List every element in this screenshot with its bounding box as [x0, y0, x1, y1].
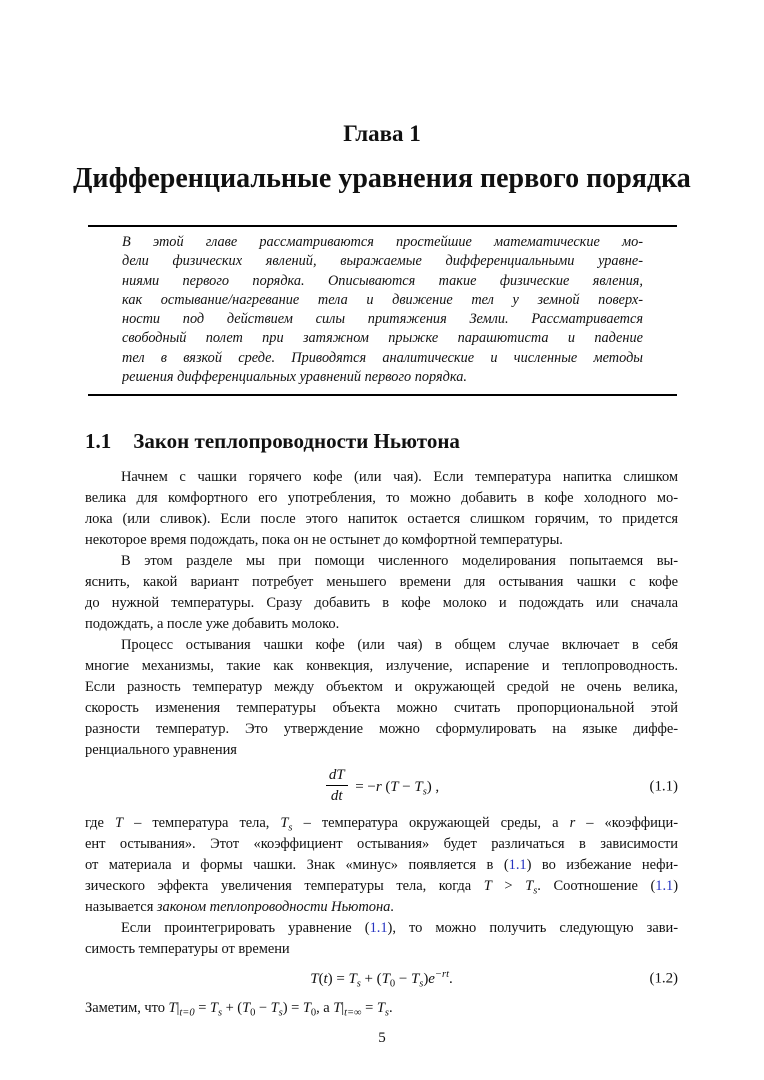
chapter-label: Глава 1	[343, 121, 421, 146]
equation-ref[interactable]: 1.1	[369, 920, 388, 936]
text-line: велика для комфортного его употребления, то можно добавить в кофе холодного мо-	[85, 490, 678, 506]
text-line: Если разность температур между объектом и окружающей средой не очень велика,	[85, 679, 678, 695]
page-number: 5	[378, 1030, 386, 1046]
equation	[85, 962, 678, 996]
section-number: 1.1	[85, 429, 112, 453]
equation-body: $\frac{dT}{dt}$ = −r $(T - T_s)$ ,	[324, 765, 439, 810]
paragraph	[85, 635, 678, 761]
text-line: где T – температура тела, $T_s$ – температура окружающей среды, а r – «коэффици-	[85, 815, 678, 834]
text-line: ент остывания». Этот «коэффициент остывания» будет различаться в зависимости	[85, 836, 678, 852]
text-line: лока (или сливок). Если после этого напиток остается слишком горячим, то придется	[85, 511, 678, 527]
abstract-line: ниями первого порядка. Описываются такие физические явления,	[122, 272, 643, 289]
equation-number: (1.1)	[649, 778, 678, 795]
abstract-line: В этой главе рассматриваются простейшие математические мо-	[122, 234, 643, 250]
paragraph	[85, 551, 678, 635]
text-line: Если проинтегрировать уравнение (1.1), то можно получить следующую зави-	[121, 920, 678, 936]
paragraph	[85, 998, 678, 1019]
text-line: ренциального уравнения	[85, 742, 237, 758]
text-line: Процесс остывания чашки кофе (или чая) в общем случае включает в себя	[121, 637, 678, 653]
abstract-line: как остывание/нагревание тела и движение тел у земной поверх-	[122, 291, 643, 308]
text-line: яснить, какой вариант потребует меньшего времени для остывания чашки с кофе	[85, 574, 678, 590]
chapter-title: Дифференциальные уравнения первого порядка	[73, 163, 691, 194]
equation	[85, 763, 678, 811]
abstract-text	[122, 233, 643, 387]
text-line: Начнем с чашки горячего кофе (или чая). Если температура напитка слишком	[121, 469, 678, 485]
text-line: симость температуры от времени	[85, 941, 290, 957]
abstract-line: ности под действием силы притяжения Земли. Рассматривается	[122, 311, 643, 328]
abstract-line: дели физических явлений, выражаемые дифференциальными уравне-	[122, 253, 643, 270]
text-line: зического эффекта увеличения температуры тела, когда $T > T_s$. Соотношение (1.1)	[85, 878, 678, 897]
paragraph	[85, 467, 678, 551]
section-heading	[85, 429, 678, 454]
section-title: Закон теплопроводности Ньютона	[133, 429, 460, 453]
text-line: разности температур. Это утверждение можно сформулировать на языке диффе-	[85, 721, 678, 737]
text-line: Заметим, что $T|_{t=0} = T_s + (T_0 - T_s) = T_0$, а $T|_{t=\infty} = T_s$.	[85, 1000, 393, 1019]
text-line: называется законом теплопроводности Ньютона.	[85, 899, 394, 915]
paragraph	[85, 813, 678, 918]
paragraph	[85, 918, 678, 960]
text-line: подождать, а после уже добавить молоко.	[85, 616, 340, 632]
abstract-line: тел в вязкой среде. Приводятся аналитические и численные методы	[122, 349, 643, 366]
text-line: В этом разделе мы при помощи численного моделирования попытаемся вы-	[121, 553, 678, 569]
text-line: до нужной температуры. Сразу добавить в кофе молоко и подождать или сначала	[85, 595, 678, 611]
text-line: многие механизмы, такие как конвекция, излучение, испарение и теплопроводность.	[85, 658, 678, 674]
text-line: некоторое время подождать, пока он не остынет до комфортной температуры.	[85, 532, 563, 548]
text-line: от материала и формы чашки. Знак «минус» появляется в (1.1) во избежание нефи-	[85, 857, 678, 873]
body-text	[85, 467, 678, 1019]
fraction: $\frac{dT}{dt}$	[326, 765, 348, 806]
equation-number: (1.2)	[649, 970, 678, 987]
chapter-abstract	[88, 225, 677, 396]
abstract-line: свободный полет при затяжном прыжке парашютиста и падение	[122, 330, 643, 347]
equation-ref[interactable]: 1.1	[508, 857, 527, 873]
text-line: скорость изменения температуры объекта можно считать пропорциональной этой	[85, 700, 678, 716]
equation-body: $T(t) = T_s + (T_0 - T_s)e^{-rt}$.	[310, 968, 453, 990]
abstract-line: решения дифференциальных уравнений первого порядка.	[122, 369, 467, 386]
equation-ref[interactable]: 1.1	[655, 878, 674, 894]
